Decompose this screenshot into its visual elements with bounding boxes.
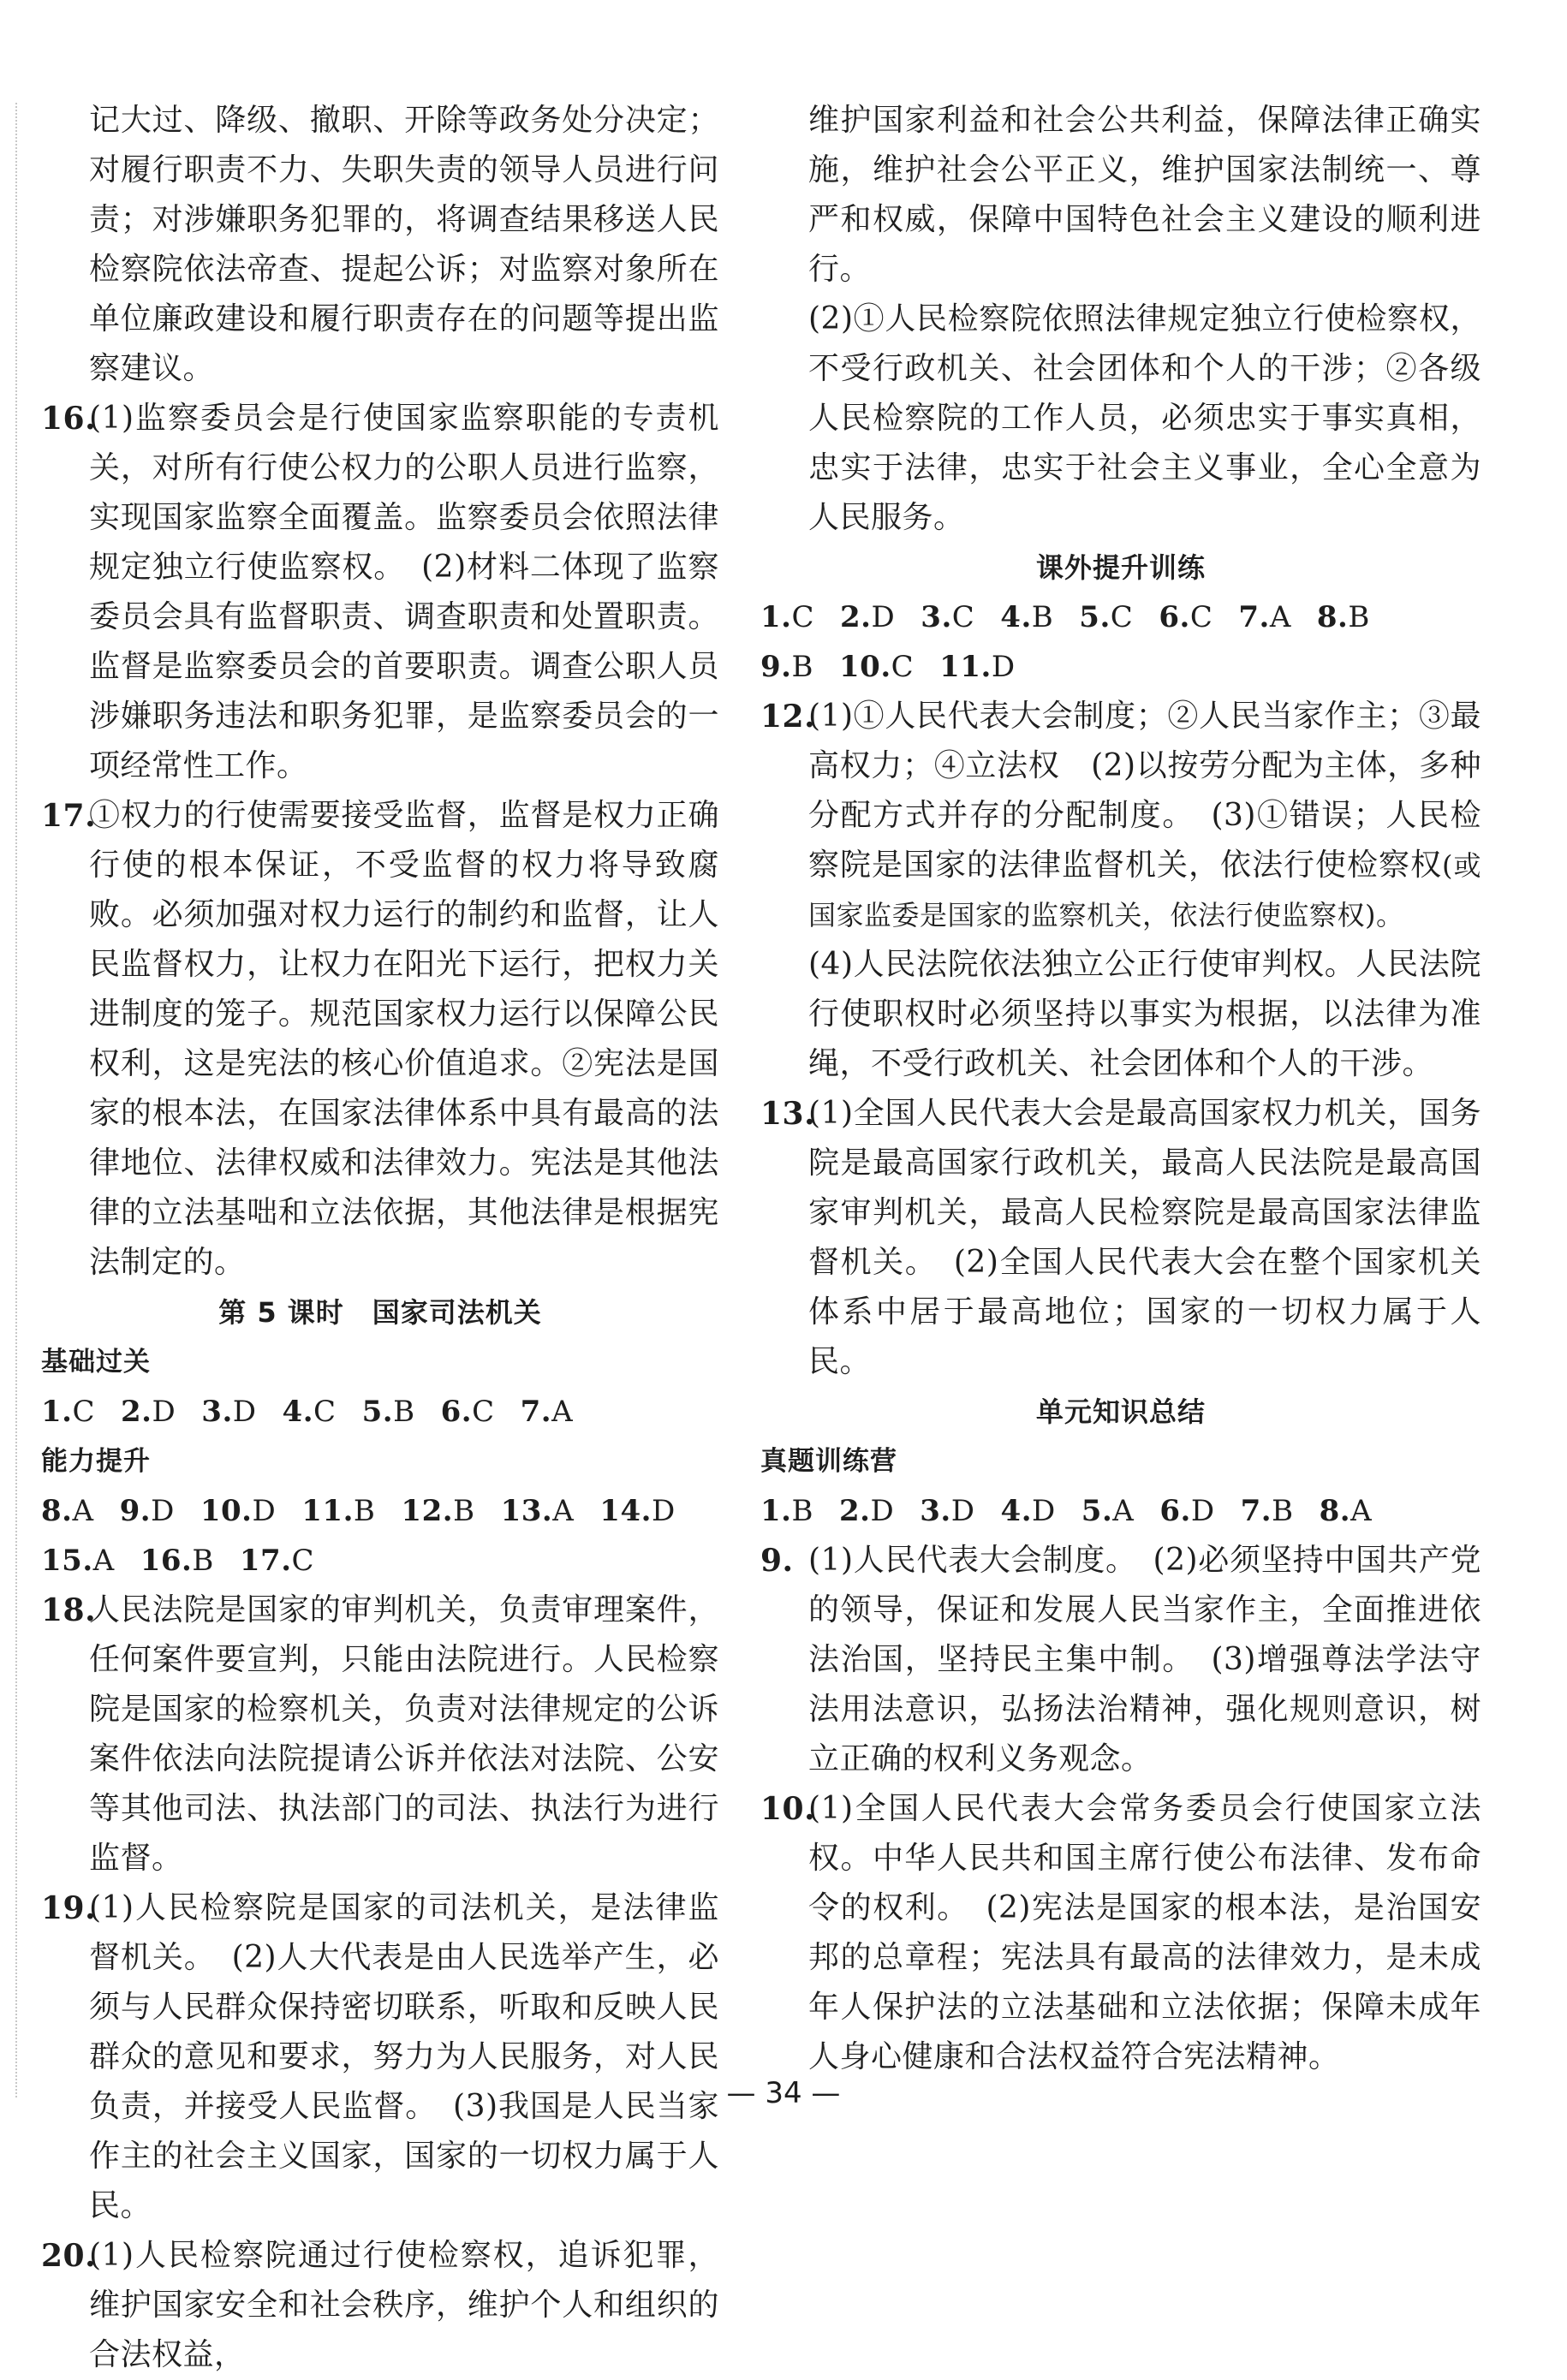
question-16: 16. (1)监察委员会是行使国家监察职能的专责机关，对所有行使公权力的公职人员进行监察，实现国家监察全面覆盖。监察委员会依照法律规定独立行使监察权。 (2)材料二体现了监察委员会具有监督职责、调查职责和处置职责。监督是监察委员会的首要职责。调查公职人员涉嫌职务违法和职务犯罪，是监察委员会的一项经常性工作。: [41, 401, 719, 783]
answer-item: [1238, 600, 1291, 634]
answer-item: [521, 1395, 574, 1429]
answer-choice: A: [1112, 1494, 1135, 1528]
answer-number: 6.: [440, 1395, 473, 1429]
answer-item: [839, 1494, 894, 1528]
answer-item: [201, 1395, 256, 1429]
answer-item: [1000, 600, 1053, 634]
answer-number: 8.: [1316, 600, 1349, 634]
ability-answers-row-1: [41, 1486, 719, 1536]
answer-choice: A: [1350, 1494, 1373, 1528]
question-9: 9. (1)人民代表大会制度。 (2)必须坚持中国共产党的领导，保证和发展人民当家作主，全面推进依法治国，坚持民主集中制。 (3)增强尊法学法守法用法意识，弘扬法治精神，强化规则意识，树立正确的权利义务观念。: [760, 1543, 1481, 1776]
answer-number: 11.: [301, 1494, 354, 1528]
answer-item: [283, 1395, 337, 1429]
answer-item: [240, 1544, 314, 1578]
answer-item: [599, 1494, 675, 1528]
basic-answers: [41, 1387, 719, 1437]
q20-part-2: (2)①人民检察院依照法律规定独立行使检察权，不受行政机关、社会团体和个人的干涉；②各级人民检察院的工作人员，必须忠实于事实真相，忠实于法律，忠实于社会主义事业，全心全意为人民服务。: [808, 301, 1481, 535]
answer-choice: B: [791, 1494, 813, 1528]
answer-choice: D: [871, 600, 896, 634]
answer-item: [760, 1494, 813, 1528]
answer-choice: B: [1031, 600, 1054, 634]
question-12: 12. (1)①人民代表大会制度；②人民当家作主；③最高权力；④立法权 (2)以按劳分配为主体，多种分配方式并存的分配制度。 (3)①错误；人民检察院是国家的法律监督机关，依法行使检察权(或国家监委是国家的监察机关，依法行使监察权)。: [760, 699, 1481, 931]
answer-choice: A: [72, 1494, 94, 1528]
extra-training-title: 课外提升训练: [1035, 551, 1206, 584]
extra-answers-row-2: [760, 642, 1481, 692]
answer-item: [41, 1395, 95, 1429]
answer-item: [1241, 1494, 1294, 1528]
answer-number: 3.: [201, 1395, 233, 1429]
answer-number: 12.: [401, 1494, 454, 1528]
left-column: [41, 96, 719, 2380]
question-12-part-4: (4)人民法院依法独立公正行使审判权。人民法院行使职权时必须坚持以事实为根据，以法律为准绳，不受行政机关、社会团体和个人的干涉。: [808, 947, 1481, 1081]
answer-item: [840, 600, 895, 634]
answer-number: 4.: [1000, 600, 1032, 634]
answer-choice: C: [891, 650, 915, 684]
answer-item: [1320, 1494, 1373, 1528]
answer-item: [920, 1494, 974, 1528]
q12-note: (或国家监委是国家的监察机关，依法行使监察权)。: [808, 849, 1481, 931]
basic-section-title: 基础过关: [41, 1347, 151, 1377]
answer-item: [939, 650, 1015, 684]
question-20: 20. (1)人民检察院通过行使检察权，追诉犯罪，维护国家安全和社会秩序，维护个人和组织的合法权益，: [41, 2238, 719, 2372]
answer-item: [362, 1395, 415, 1429]
answer-item: [121, 1395, 176, 1429]
answer-number: 2.: [121, 1395, 152, 1429]
answer-item: [1001, 1494, 1056, 1528]
answer-number: 10.: [200, 1494, 253, 1528]
answer-number: 13.: [500, 1494, 553, 1528]
answer-item: [41, 1494, 94, 1528]
real-exam-answers: [760, 1486, 1481, 1536]
answer-number: 10.: [839, 650, 891, 684]
answer-choice: C: [951, 600, 975, 634]
unit-summary-title: 单元知识总结: [1035, 1395, 1206, 1428]
answer-number: 1.: [41, 1395, 73, 1429]
answer-number: 16.: [140, 1544, 193, 1578]
answer-choice: C: [291, 1544, 315, 1578]
answer-choice: A: [551, 1395, 574, 1429]
answer-item: [1081, 1494, 1135, 1528]
real-exam-title: 真题训练营: [760, 1446, 897, 1477]
answer-number: 7.: [1238, 600, 1270, 634]
answer-number: 2.: [840, 600, 872, 634]
answer-item: [441, 1395, 495, 1429]
answer-choice: A: [92, 1544, 115, 1578]
answer-item: [1079, 600, 1133, 634]
answer-item: [501, 1494, 575, 1528]
extra-answers-row-1: [760, 592, 1481, 642]
answer-choice: C: [313, 1395, 337, 1429]
question-18: 18. 人民法院是国家的审判机关，负责审理案件，任何案件要宣判，只能由法院进行。人民检察院是国家的检察机关，负责对法律规定的公诉案件依法向法院提请公诉并依法对法院、公安等其他司法、执法部门的司法、执法行为进行监督。: [41, 1592, 719, 1876]
answer-number: 6.: [1159, 600, 1190, 634]
answer-item: [1159, 600, 1212, 634]
answer-choice: C: [1189, 600, 1213, 634]
answer-choice: D: [991, 650, 1016, 684]
answer-item: [839, 650, 914, 684]
answer-number: 3.: [921, 600, 952, 634]
answer-choice: D: [870, 1494, 895, 1528]
answer-number: 4.: [1000, 1494, 1033, 1528]
answer-item: [760, 650, 813, 684]
answer-number: 9.: [119, 1494, 152, 1528]
answer-item: [760, 600, 814, 634]
answer-item: [921, 600, 974, 634]
answer-number: 1.: [760, 600, 792, 634]
answer-choice: B: [192, 1544, 214, 1578]
answer-choice: C: [472, 1395, 495, 1429]
answer-choice: B: [453, 1494, 475, 1528]
answer-choice: B: [393, 1395, 415, 1429]
q20-continuation: 维护国家利益和社会公共利益，保障法律正确实施，维护社会公平正义，维护国家法制统一、尊严和权威，保障中国特色社会主义建设的顺利进行。: [808, 103, 1481, 287]
right-column: [760, 96, 1481, 2082]
answer-number: 7.: [520, 1395, 552, 1429]
answer-choice: C: [72, 1395, 96, 1429]
page-edge-dots: [15, 103, 17, 2097]
answer-choice: C: [1110, 600, 1134, 634]
answer-item: [401, 1494, 474, 1528]
answer-item: [120, 1494, 175, 1528]
answer-number: 17.: [239, 1544, 292, 1578]
answer-number: 7.: [1240, 1494, 1272, 1528]
question-10: 10. (1)全国人民代表大会常务委员会行使国家立法权。中华人民共和国主席行使公布法律、发布命令的权利。 (2)宪法是国家的根本法，是治国安邦的总章程；宪法具有最高的法律效力，是未成年人保护法的立法基础和立法依据；保障未成年人身心健康和合法权益符合宪法精神。: [760, 1791, 1481, 2074]
answer-item: [41, 1544, 115, 1578]
answer-choice: C: [791, 600, 815, 634]
answer-choice: D: [651, 1494, 676, 1528]
answer-choice: D: [1032, 1494, 1056, 1528]
answer-choice: A: [552, 1494, 575, 1528]
answer-number: 5.: [1081, 1494, 1113, 1528]
answer-choice: D: [1190, 1494, 1215, 1528]
lesson-title: 第 5 课时 国家司法机关: [218, 1296, 542, 1329]
answer-choice: D: [152, 1395, 176, 1429]
question-13: 13. (1)全国人民代表大会是最高国家权力机关，国务院是最高国家行政机关，最高人民法院是最高国家审判机关，最高人民检察院是最高国家法律监督机关。 (2)全国人民代表大会在整个国家机关体系中居于最高地位；国家的一切权力属于人民。: [760, 1096, 1481, 1379]
q12-part-a: (1)①人民代表大会制度；②人民当家作主；③最高权力；④立法权 (2)以按劳分配为主体，多种分配方式并存的分配制度。 (3)①错误；人民检察院是国家的法律监督机关，依法行使检察权: [808, 699, 1481, 883]
answer-number: 8.: [1319, 1494, 1351, 1528]
answer-number: 2.: [839, 1494, 871, 1528]
answer-item: [1159, 1494, 1214, 1528]
answer-number: 8.: [41, 1494, 73, 1528]
answer-number: 6.: [1159, 1494, 1191, 1528]
question-19: 19. (1)人民检察院是国家的司法机关，是法律监督机关。 (2)人大代表是由人民选举产生，必须与人民群众保持密切联系，听取和反映人民群众的意见和要求，努力为人民服务，对人民负责，并接受人民监督。 (3)我国是人民当家作主的社会主义国家，国家的一切权力属于人民。: [41, 1890, 719, 2223]
answer-number: 5.: [1079, 600, 1111, 634]
page-number: — 34 —: [726, 2076, 841, 2110]
answer-number: 3.: [920, 1494, 951, 1528]
answer-choice: D: [232, 1395, 257, 1429]
answer-number: 9.: [760, 650, 792, 684]
answer-number: 5.: [361, 1395, 394, 1429]
answer-number: 1.: [760, 1494, 792, 1528]
answer-choice: D: [151, 1494, 175, 1528]
answer-number: 11.: [939, 650, 992, 684]
answer-choice: B: [353, 1494, 376, 1528]
answer-number: 4.: [282, 1395, 314, 1429]
q15-continuation: 记大过、降级、撤职、开除等政务处分决定；对履行职责不力、失职失责的领导人员进行问责；对涉嫌职务犯罪的，将调查结果移送人民检察院依法帝查、提起公诉；对监察对象所在单位廉政建设和履行职责存在的问题等提出监察建议。: [89, 103, 719, 386]
answer-item: [140, 1544, 214, 1578]
answer-choice: D: [252, 1494, 277, 1528]
answer-choice: B: [1348, 600, 1370, 634]
answer-item: [1317, 600, 1370, 634]
question-17: 17. ①权力的行使需要接受监督，监督是权力正确行使的根本保证，不受监督的权力将导致腐败。必须加强对权力运行的制约和监督，让人民监督权力，让权力在阳光下运行，把权力关进制度的笼子。规范国家权力运行以保障公民权利，这是宪法的核心价值追求。②宪法是国家的根本法，在国家法律体系中具有最高的法律地位、法律权威和法律效力。宪法是其他法律的立法基咄和立法依据，其他法律是根据宪法制定的。: [41, 798, 719, 1280]
answer-number: 15.: [41, 1544, 93, 1578]
ability-answers-row-2: [41, 1536, 719, 1586]
answer-choice: B: [1272, 1494, 1294, 1528]
answer-item: [200, 1494, 276, 1528]
answer-choice: B: [791, 650, 813, 684]
answer-number: 14.: [599, 1494, 652, 1528]
answer-item: [301, 1494, 375, 1528]
ability-section-title: 能力提升: [41, 1446, 151, 1477]
answer-choice: A: [1269, 600, 1291, 634]
answer-choice: D: [950, 1494, 975, 1528]
